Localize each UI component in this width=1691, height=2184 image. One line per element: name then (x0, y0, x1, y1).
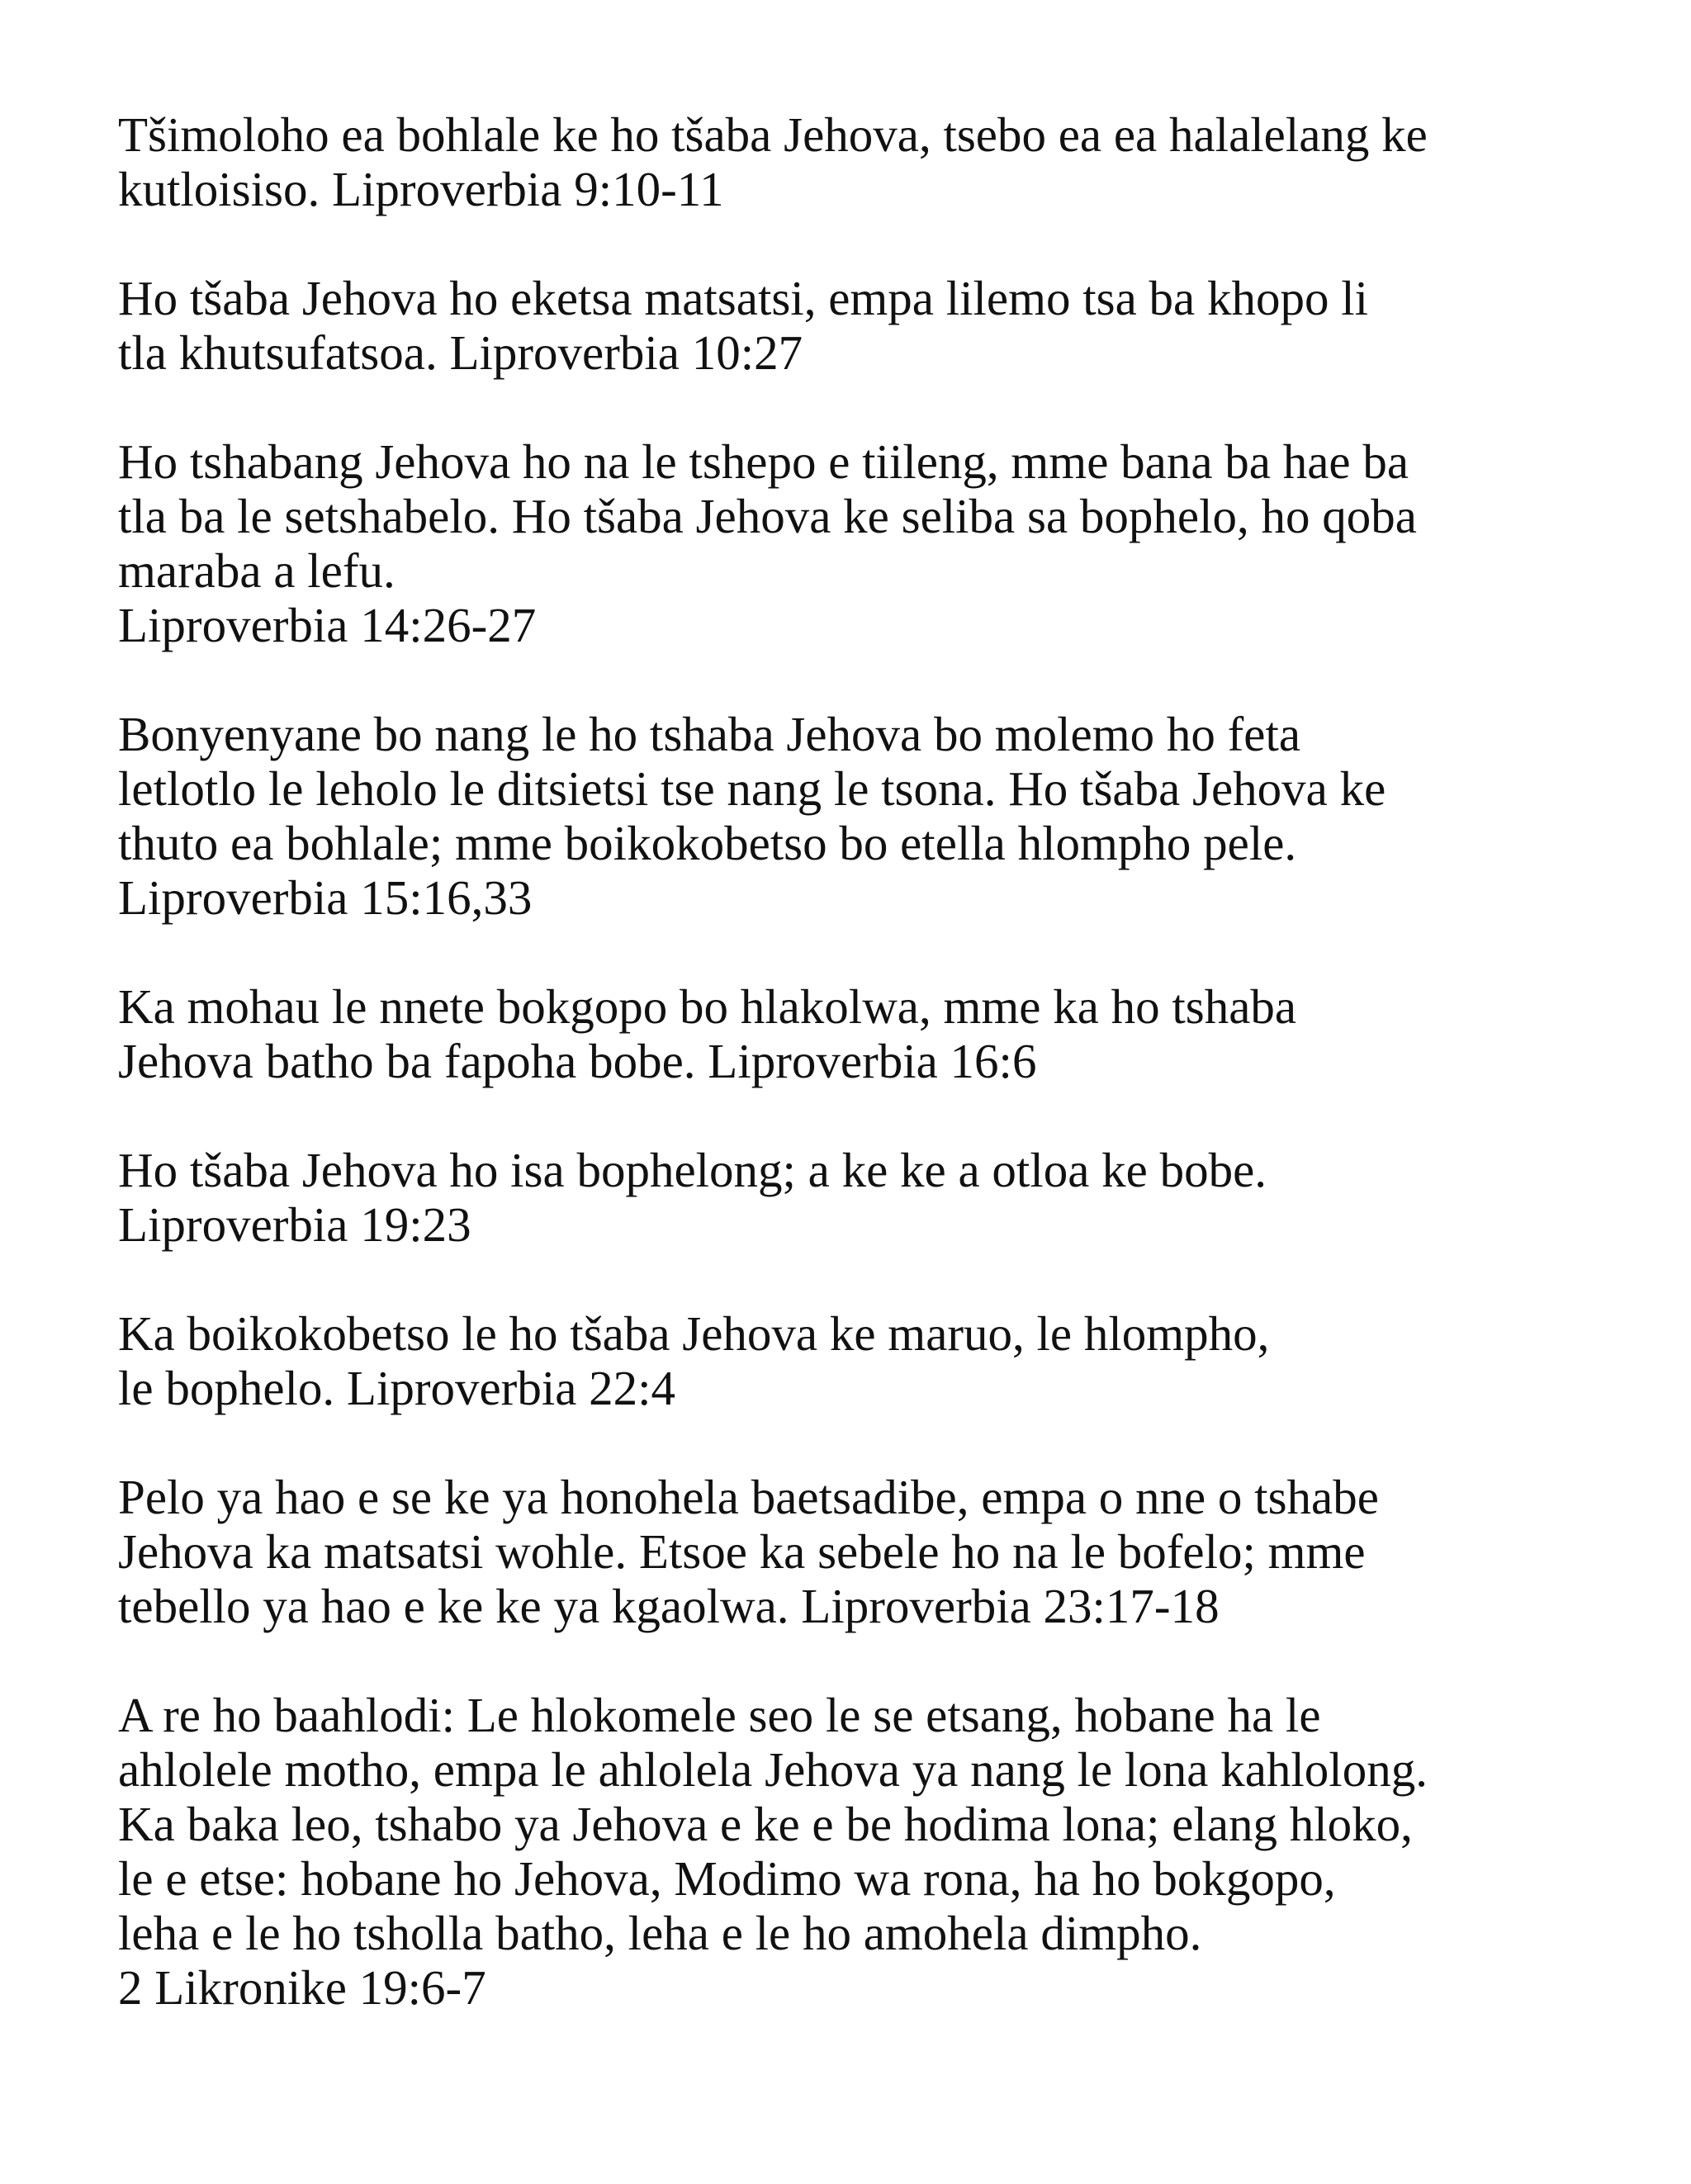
verse-text: Ho tšaba Jehova ho isa bophelong; a ke ke a otloa ke bobe. Liproverbia 19:23 (118, 1143, 1267, 1252)
verse-block-proverbs-10 (118, 271, 1604, 380)
scripture-page (118, 107, 1604, 2069)
verse-text: Ka mohau le nnete bokgopo bo hlakolwa, mme ka ho tshaba Jehova batho ba fapoha bobe. Liproverbia 16:6 (118, 979, 1297, 1088)
verse-block-proverbs-15 (118, 707, 1604, 925)
verse-block-proverbs-19 (118, 1143, 1604, 1252)
verse-block-proverbs-16 (118, 979, 1604, 1088)
verse-text: A re ho baahlodi: Le hlokomele seo le se etsang, hobane ha le ahlolele motho, empa le ahlolela Jehova ya nang le lona kahlolong. Ka baka leo, tshabo ya Jehova e ke e be hodima lona; elang hloko, le e etse: hobane ho Jehova, Modimo wa rona, ha ho bokgopo, leha e le ho tsholla batho, leha e le ho amohela dimpho. 2 Likronike 19:6-7 (118, 1688, 1428, 2015)
verse-text: Ho tshabang Jehova ho na le tshepo e tiileng, mme bana ba hae ba tla ba le setshabelo. Ho tšaba Jehova ke seliba sa bophelo, ho qoba maraba a lefu. Liproverbia 14:26-27 (118, 434, 1417, 652)
verse-block-chronicles-19 (118, 1688, 1604, 2015)
verse-text: Bonyenyane bo nang le ho tshaba Jehova bo molemo ho feta letlotlo le leholo le ditsietsi tse nang le tsona. Ho tšaba Jehova ke thuto ea bohlale; mme boikokobetso bo etella hlompho pele. Liproverbia 15:16,33 (118, 707, 1386, 925)
verse-text: Pelo ya hao e se ke ya honohela baetsadibe, empa o nne o tshabe Jehova ka matsatsi wohle. Etsoe ka sebele ho na le bofelo; mme tebello ya hao e ke ke ya kgaolwa. Liproverbia 23:17-18 (118, 1470, 1379, 1633)
verse-block-proverbs-14 (118, 434, 1604, 652)
verse-block-proverbs-23 (118, 1470, 1604, 1633)
verse-text: Ka boikokobetso le ho tšaba Jehova ke maruo, le hlompho, le bophelo. Liproverbia 22:4 (118, 1306, 1270, 1415)
verse-block-proverbs-22 (118, 1306, 1604, 1415)
verse-text: Tšimoloho ea bohlale ke ho tšaba Jehova, tsebo ea ea halalelang ke kutloisiso. Liproverbia 9:10-11 (118, 107, 1428, 216)
verse-text: Ho tšaba Jehova ho eketsa matsatsi, empa lilemo tsa ba khopo li tla khutsufatsoa. Liproverbia 10:27 (118, 271, 1368, 380)
verse-block-proverbs-9 (118, 107, 1604, 216)
